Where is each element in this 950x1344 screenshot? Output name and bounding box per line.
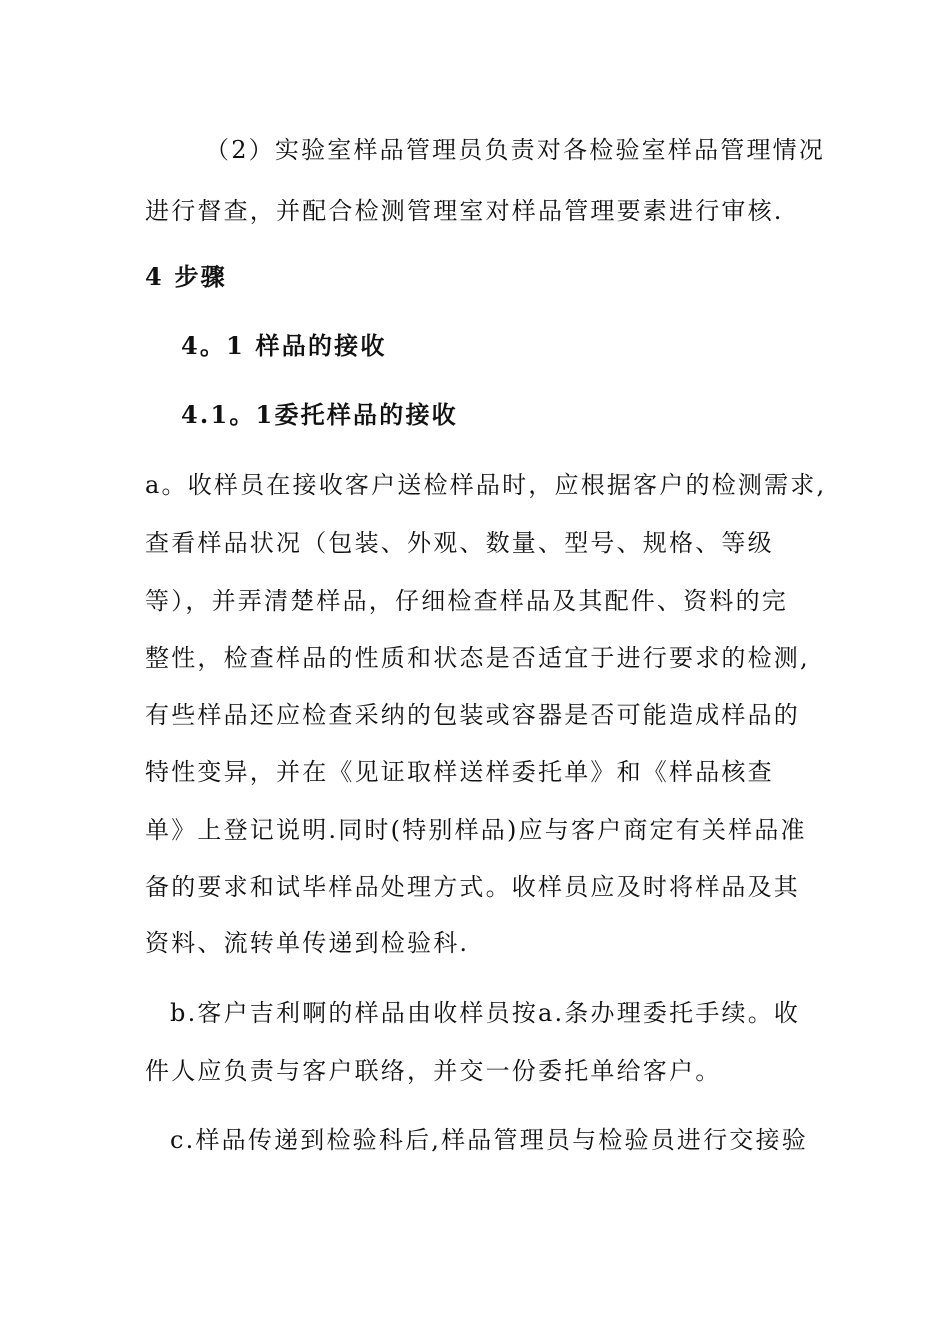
paragraph-a-line-9: 资料、流转单传递到检验科. [145, 929, 470, 957]
paragraph-a-line-1: a。收样员在接收客户送检样品时，应根据客户的检测需求, [145, 471, 827, 499]
subsection-heading-sample-receipt: 4。1 样品的接收 [181, 331, 387, 360]
paragraph-a-line-4: 整性，检查样品的性质和状态是否适宜于进行要求的检测, [145, 644, 810, 672]
paragraph-responsibility-2-line-1: （2）实验室样品管理员负责对各检验室样品管理情况 [205, 136, 826, 164]
subsubsection-heading-commissioned-sample-receipt: 4.1。1委托样品的接收 [181, 400, 458, 429]
paragraph-a-line-7: 单》上登记说明.同时(特别样品)应与客户商定有关样品准 [145, 816, 807, 844]
paragraph-a-line-3: 等），并弄清楚样品，仔细检查样品及其配件、资料的完 [145, 587, 788, 615]
paragraph-a-line-5: 有些样品还应检查采纳的包装或容器是否可能造成样品的 [145, 701, 800, 729]
paragraph-a-line-2: 查看样品状况（包装、外观、数量、型号、规格、等级 [145, 529, 774, 557]
paragraph-b-line-2: 件人应负责与客户联络，并交一份委托单给客户。 [145, 1057, 722, 1085]
paragraph-responsibility-2-line-2: 进行督查，并配合检测管理室对样品管理要素进行审核. [145, 197, 784, 225]
section-heading-steps: 4 步骤 [145, 262, 227, 291]
paragraph-a-line-6: 特性变异，并在《见证取样送样委托单》和《样品核查 [145, 758, 774, 786]
paragraph-b-line-1: b.客户吉利啊的样品由收样员按a.条办理委托手续。收 [170, 999, 801, 1027]
paragraph-a-line-8: 备的要求和试毕样品处理方式。收样员应及时将样品及其 [145, 873, 800, 901]
paragraph-c-line-1: c.样品传递到检验科后,样品管理员与检验员进行交接验 [170, 1126, 808, 1154]
